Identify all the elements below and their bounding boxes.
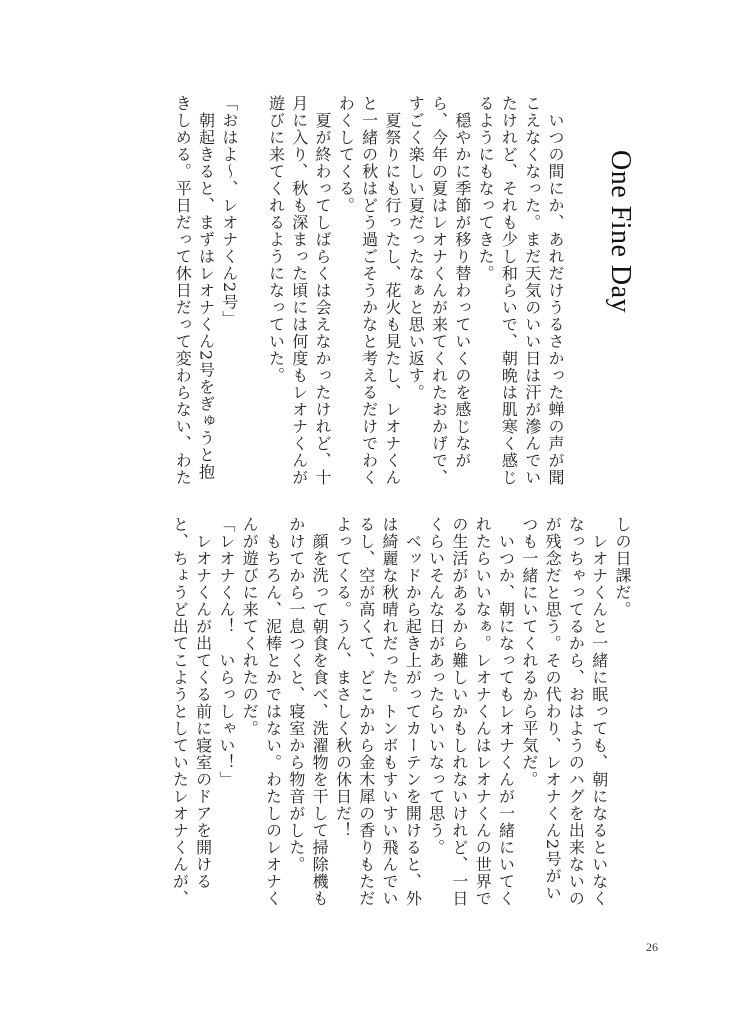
- text-line: わくしてくる。: [336, 95, 356, 214]
- text-line: レオナくんが出てくる前に寝室のドアを開ける: [193, 516, 213, 890]
- text-line: もちろん、泥棒とかではない。わたしのレオナく: [263, 516, 283, 907]
- text-line: 穏やかに季節が移り替わっていくのを感じなが: [452, 95, 472, 469]
- text-line: と一緒の秋はどう過ごそうかなと考えるだけでわく: [359, 95, 379, 486]
- text-line: なっちゃってるから、おはようのハグを出来ないの: [566, 516, 586, 907]
- text-line: は綺麗な秋晴れだった。トンボもすいすい飛んでい: [380, 516, 400, 907]
- text-line: ら、今年の夏はレオナくんが来てくれたおかげで、: [429, 95, 449, 486]
- text-line: が残念だと思う。その代わり、レオナくん2号がい: [543, 516, 563, 902]
- page-number: 26: [646, 940, 658, 954]
- text-line: 夏祭りにも行ったし、花火も見たし、レオナくん: [382, 95, 402, 486]
- text-line: 夏が終わってしばらくは会えなかったけれど、十: [313, 95, 333, 486]
- text-line: くらいそんな日があったらいいなって思う。: [426, 516, 446, 856]
- text-line: しの日課だ。: [613, 516, 632, 618]
- text-line: 朝起きると、まずはレオナくん2号をぎゅうと抱: [196, 95, 216, 481]
- text-line: んが遊びに来てくれたのだ。: [240, 516, 260, 737]
- text-line: れたらいいなぁ。レオナくんはレオナくんの世界で: [473, 516, 493, 907]
- text-line: 遊びに来てくれるようになっていた。: [266, 95, 286, 384]
- text-line: ベッドから起き上がってカーテンを開けると、外: [403, 516, 423, 907]
- text-line: いつの間にか、あれだけうるさかった蝉の声が聞: [546, 95, 565, 486]
- body-text-top-tier: [171, 95, 567, 505]
- text-line: 「おはよ～、レオナくん2号」: [219, 95, 239, 328]
- text-line: きしめる。平日だって休日だって変わらない、わた: [173, 95, 193, 486]
- text-line: つも一緒にいてくれるから平気だ。: [519, 516, 539, 788]
- text-line: かけてから一息つくと、寝室から物音がした。: [286, 516, 306, 873]
- text-line: と、ちょうど出てこようとしていたレオナくんが、: [170, 516, 190, 907]
- text-line: 月に入り、秋も深まった頃には何度もレオナくんが: [289, 95, 309, 486]
- text-line: 顔を洗って朝食を食べ、洗濯物を干して掃除機も: [310, 516, 330, 907]
- text-line: [241, 95, 264, 505]
- text-line: いつか、朝になってもレオナくんが一緒にいてく: [496, 516, 516, 907]
- text-line: たけれど、それも少し和らいで、朝晩は肌寒く感じ: [499, 95, 519, 486]
- text-line: すごく楽しい夏だったなぁと思い返す。: [406, 95, 426, 401]
- story-title: One Fine Day: [605, 150, 636, 314]
- text-line: るし、空が高くて、どこかから金木犀の香りもただ: [356, 516, 376, 907]
- text-line: の生活があるから難しいかもしれないけれど、一日: [449, 516, 469, 907]
- text-line: こえなくなった。まだ天気のいい日は汗が滲んでい: [522, 95, 542, 486]
- body-text-bottom-tier: [168, 516, 634, 936]
- text-line: レオナくんと一緒に眠っても、朝になるといなく: [589, 516, 609, 907]
- text-line: るようにもなってきた。: [476, 95, 496, 282]
- text-line: よってくる。うん、まさしく秋の休日だ！: [333, 516, 353, 839]
- text-line: 「レオナくん！ いらっしゃい！」: [216, 516, 236, 788]
